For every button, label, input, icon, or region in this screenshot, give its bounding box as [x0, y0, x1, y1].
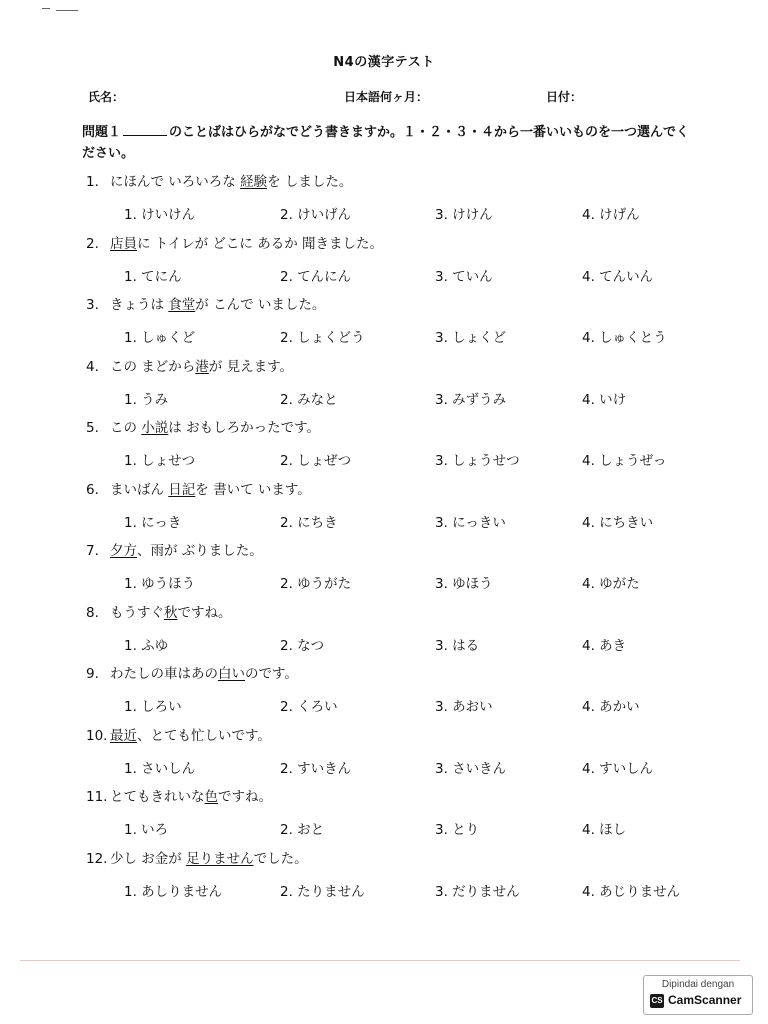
answer-option-6-1[interactable]: 1. にっき [124, 514, 182, 531]
answer-option-3-3[interactable]: 3. しょくど [435, 330, 507, 346]
answer-option-8-1[interactable]: 1. ふゆ [124, 637, 169, 654]
answer-option-2-1[interactable]: 1. てにん [124, 268, 182, 285]
question-text-after: 、雨が ぶりました。 [137, 543, 263, 559]
question-number: 11. [86, 789, 108, 805]
answer-option-12-4[interactable]: 4. あじりません [582, 883, 681, 900]
question-text-after: を しました。 [267, 174, 353, 190]
question-number: 8. [86, 604, 99, 621]
question-text-after: ですね。 [177, 604, 232, 621]
question-12 [86, 847, 308, 867]
camscanner-logo-icon: CS [650, 994, 664, 1008]
question-text-after: 、とても忙しいです。 [137, 727, 271, 744]
underlined-kanji: 店員 [110, 235, 137, 252]
answer-option-11-2[interactable]: 2. おと [280, 822, 325, 838]
answer-option-9-4[interactable]: 4. あかい [582, 699, 640, 715]
answer-option-4-3[interactable]: 3. みずうみ [435, 391, 507, 408]
answer-option-6-3[interactable]: 3. にっきい [435, 514, 506, 531]
question-4 [86, 355, 293, 375]
underlined-kanji: 秋 [164, 604, 178, 621]
question-number: 3. [86, 297, 99, 313]
scan-speck [42, 8, 82, 14]
question-number: 5. [86, 420, 99, 436]
answer-option-1-3[interactable]: 3. けけん [435, 207, 493, 223]
question-text-before: とてもきれいな [110, 789, 205, 805]
answer-option-2-3[interactable]: 3. ていん [435, 268, 493, 285]
answer-option-9-2[interactable]: 2. くろい [280, 699, 338, 715]
answer-option-7-4[interactable]: 4. ゆがた [582, 576, 640, 592]
question-text-after: でした。 [253, 850, 308, 867]
question-10 [86, 724, 271, 744]
question-text-after: が こんで いました。 [195, 297, 326, 313]
question-number: 10. [86, 727, 108, 744]
answer-option-9-1[interactable]: 1. しろい [124, 699, 182, 715]
name-field-label: 氏名： [88, 90, 125, 104]
question-text-before: わたしの車はあの [110, 666, 218, 682]
question-text-after: ですね。 [218, 789, 272, 805]
answer-option-4-1[interactable]: 1. うみ [124, 391, 169, 408]
instructions-text: のことばはひらがなでどう書きますか。１・２・３・４から一番いいものを一つ選んでください。 [82, 125, 690, 161]
question-text-before: この [110, 420, 142, 436]
question-number: 7. [86, 543, 99, 559]
answer-option-12-3[interactable]: 3. だりません [435, 883, 520, 900]
underlined-kanji: 夕方 [110, 543, 137, 559]
answer-option-11-1[interactable]: 1. いろ [124, 822, 169, 838]
answer-option-10-1[interactable]: 1. さいしん [124, 760, 196, 777]
answer-option-11-4[interactable]: 4. ほし [582, 822, 627, 838]
answer-option-7-3[interactable]: 3. ゆほう [435, 576, 493, 592]
answer-option-3-2[interactable]: 2. しょくどう [280, 330, 365, 346]
answer-option-4-4[interactable]: 4. いけ [582, 391, 627, 408]
answer-option-5-2[interactable]: 2. しょぜつ [280, 453, 352, 469]
underlined-kanji: 経験 [240, 174, 268, 190]
question-text-before: にほんで いろいろな [110, 174, 241, 190]
answer-option-12-1[interactable]: 1. あしりません [124, 883, 223, 900]
answer-option-7-2[interactable]: 2. ゆうがた [280, 576, 352, 592]
underlined-kanji: 最近 [110, 727, 137, 744]
months-field-label: 日本語何ヶ月： [344, 90, 429, 104]
underlined-kanji: 小説 [141, 420, 169, 436]
answer-option-8-4[interactable]: 4. あき [582, 637, 627, 654]
question-number: 9. [86, 666, 99, 682]
question-2 [86, 232, 383, 252]
question-text-before: この まどから [110, 358, 196, 375]
underlined-kanji: 港 [195, 358, 209, 375]
answer-option-1-4[interactable]: 4. けげん [582, 207, 640, 223]
question-3 [86, 293, 325, 313]
answer-option-2-4[interactable]: 4. てんいん [582, 268, 654, 285]
question-text-after: に トイレが どこに あるか 聞きました。 [137, 235, 383, 252]
question-number: 6. [86, 481, 99, 498]
question-9 [86, 662, 298, 682]
answer-option-3-1[interactable]: 1. しゅくど [124, 330, 196, 346]
question-8 [86, 601, 232, 621]
answer-option-5-3[interactable]: 3. しょうせつ [435, 453, 520, 469]
watermark-brand: CamScanner [668, 993, 742, 1007]
page-edge [20, 960, 740, 961]
question-number: 2. [86, 235, 99, 252]
question-number: 12. [86, 850, 108, 867]
question-number: 1. [86, 174, 99, 190]
date-field-label: 日付： [546, 90, 583, 104]
question-6 [86, 478, 311, 498]
answer-option-10-2[interactable]: 2. すいきん [280, 760, 352, 777]
answer-option-5-1[interactable]: 1. しょせつ [124, 453, 196, 469]
problem-number: 問題１ [82, 125, 122, 140]
answer-option-6-4[interactable]: 4. にちきい [582, 514, 654, 531]
underlined-kanji: 色 [204, 789, 218, 805]
answer-option-3-4[interactable]: 4. しゅくとう [582, 330, 667, 346]
answer-option-10-4[interactable]: 4. すいしん [582, 760, 654, 777]
question-number: 4. [86, 358, 99, 375]
underlined-kanji: 日記 [168, 481, 196, 498]
answer-option-6-2[interactable]: 2. にちき [280, 514, 338, 531]
question-text-before: もうすぐ [110, 604, 164, 621]
answer-option-12-2[interactable]: 2. たりません [280, 883, 365, 900]
blank-line [123, 123, 167, 136]
underlined-kanji: 白い [218, 666, 245, 682]
answer-option-1-1[interactable]: 1. けいけん [124, 207, 196, 223]
camscanner-watermark [643, 975, 753, 1015]
question-1 [86, 170, 352, 190]
answer-option-10-3[interactable]: 3. さいきん [435, 760, 507, 777]
question-5 [86, 416, 320, 436]
answer-option-7-1[interactable]: 1. ゆうほう [124, 576, 196, 592]
answer-option-9-3[interactable]: 3. あおい [435, 699, 493, 715]
question-11 [86, 785, 272, 805]
question-text-after: は おもしろかったです。 [168, 420, 321, 436]
question-text-after: のです。 [245, 666, 298, 682]
watermark-caption: Dipindai dengan [661, 979, 735, 990]
answer-option-2-2[interactable]: 2. てんにん [280, 268, 352, 285]
answer-option-8-3[interactable]: 3. はる [435, 637, 480, 654]
underlined-kanji: 足りません [186, 850, 254, 867]
underlined-kanji: 食堂 [168, 297, 196, 313]
question-text-before: 少し お金が [110, 850, 187, 867]
answer-option-11-3[interactable]: 3. とり [435, 822, 480, 838]
answer-option-1-2[interactable]: 2. けいげん [280, 207, 352, 223]
answer-option-4-2[interactable]: 2. みなと [280, 391, 338, 408]
answer-option-8-2[interactable]: 2. なつ [280, 637, 325, 654]
question-text-before: きょうは [110, 297, 169, 313]
answer-option-5-4[interactable]: 4. しょうぜっ [582, 453, 667, 469]
question-text-after: を 書いて います。 [195, 481, 311, 498]
question-text-after: が 見えます。 [208, 358, 294, 375]
instructions [82, 122, 702, 164]
page-title: N4の漢字テスト [333, 55, 435, 70]
question-text-before: まいばん [110, 481, 169, 498]
question-7 [86, 539, 263, 559]
